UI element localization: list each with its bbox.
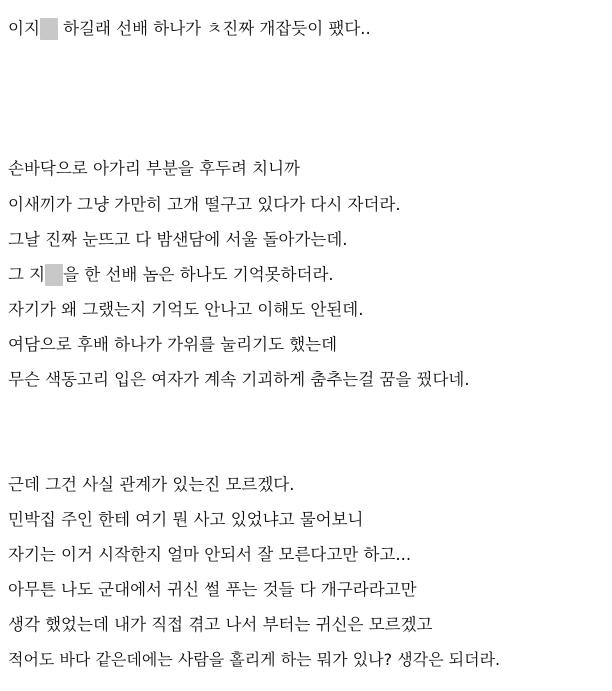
text-line: 근데 그건 사실 관계가 있는진 모르겠다.	[8, 475, 295, 494]
text-line: 민박집 주인 한테 여기 뭔 사고 있었냐고 물어보니	[8, 510, 364, 529]
text-line: 자기는 이거 시작한지 얼마 안되서 잘 모른다고만 하고...	[8, 545, 412, 564]
text-line: 적어도 바다 같은데에는 사람을 홀리게 하는 뭐가 있나? 생각은 되더라.	[8, 650, 501, 669]
text-segment: 이지	[8, 19, 40, 38]
text-line: 생각 했었는데 내가 직접 겪고 나서 부터는 귀신은 모르겠고	[8, 615, 433, 634]
text-line: 여담으로 후배 하나가 가위를 눌리기도 했는데	[8, 335, 338, 354]
text-line	[8, 264, 334, 286]
text-line: 손바닥으로 아가리 부분을 후두려 치니까	[8, 159, 300, 178]
text-segment: 을 한 선배 놈은 하나도 기억못하더라.	[63, 265, 334, 284]
text-line: 이새끼가 그냥 가만히 고개 떨구고 있다가 다시 자더라.	[8, 195, 401, 214]
text-line: 그날 진짜 눈뜨고 다 밤샌담에 서울 돌아가는데.	[8, 230, 348, 249]
text-line: 아무튼 나도 군대에서 귀신 썰 푸는 것들 다 개구라라고만	[8, 580, 417, 599]
censored-text: 랄	[40, 19, 57, 38]
text-segment: 그 지	[8, 265, 46, 284]
text-line: 무슨 색동고리 입은 여자가 계속 기괴하게 춤추는걸 꿈을 꿨다네.	[8, 370, 470, 389]
text-line: 자기가 왜 그랬는지 기억도 안나고 이해도 안된데.	[8, 300, 364, 319]
censored-text: 랄	[46, 265, 63, 284]
text-line	[8, 18, 371, 40]
text-segment: 하길래 선배 하나가 ㅊ진짜 개잡듯이 팼다..	[57, 19, 371, 38]
